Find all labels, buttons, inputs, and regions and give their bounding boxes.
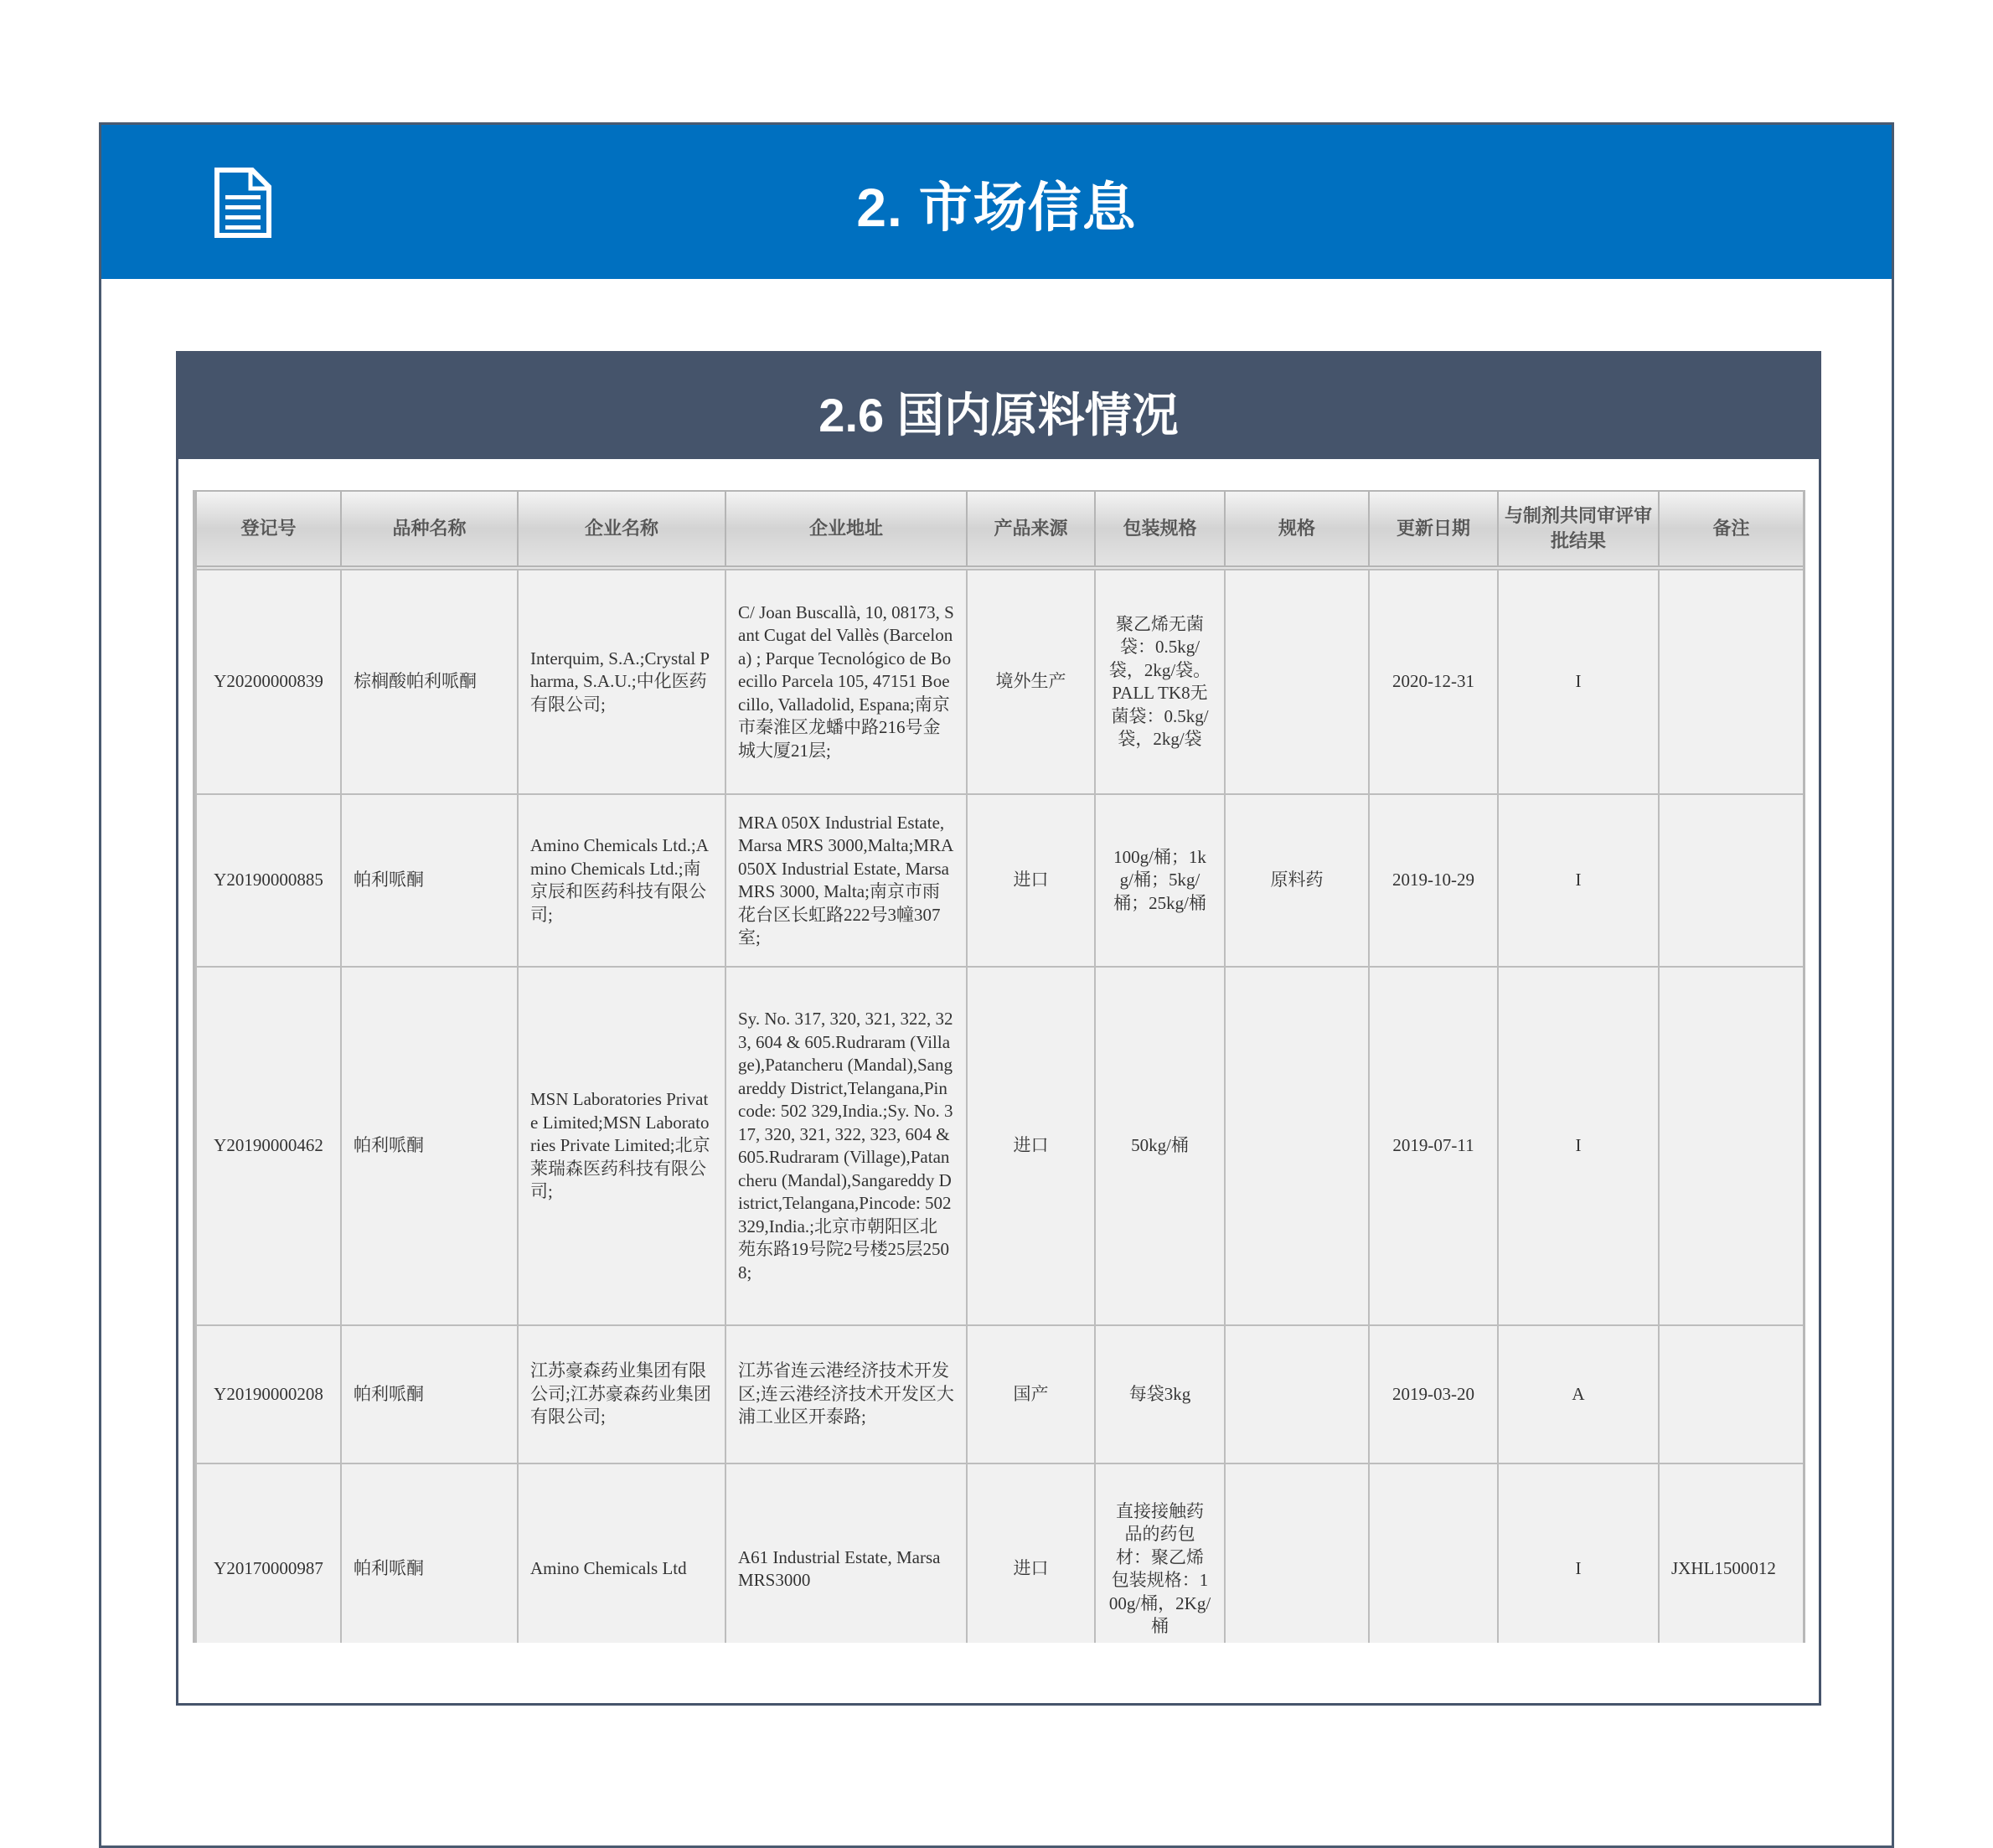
cell-spec xyxy=(1225,570,1369,794)
cell-spec xyxy=(1225,1325,1369,1463)
cell-variety: 棕榈酸帕利哌酮 xyxy=(341,570,518,794)
cell-packaging: 100g/桶；1kg/桶；5kg/桶；25kg/桶 xyxy=(1095,794,1225,967)
cell-reg-no: Y20190000885 xyxy=(196,794,341,967)
table-row xyxy=(196,794,1804,967)
header-date: 更新日期 xyxy=(1369,491,1498,566)
header-packaging: 包装规格 xyxy=(1095,491,1225,566)
cell-variety: 帕利哌酮 xyxy=(341,1325,518,1463)
cell-review-result: I xyxy=(1498,794,1659,967)
cell-variety: 帕利哌酮 xyxy=(341,967,518,1325)
header-spec: 规格 xyxy=(1225,491,1369,566)
cell-review-result: I xyxy=(1498,570,1659,794)
cell-address: 江苏省连云港经济技术开发区;连云港经济技术开发区大浦工业区开泰路; xyxy=(725,1325,967,1463)
cell-variety: 帕利哌酮 xyxy=(341,1463,518,1643)
cell-remark xyxy=(1659,967,1804,1325)
cell-review-result: I xyxy=(1498,1463,1659,1643)
cell-spec xyxy=(1225,1463,1369,1643)
cell-source: 国产 xyxy=(967,1325,1095,1463)
section-banner xyxy=(101,125,1892,279)
cell-reg-no: Y20190000208 xyxy=(196,1325,341,1463)
cell-date: 2019-03-20 xyxy=(1369,1325,1498,1463)
cell-spec: 原料药 xyxy=(1225,794,1369,967)
cell-address: A61 Industrial Estate, Marsa MRS3000 xyxy=(725,1463,967,1643)
section-header xyxy=(178,354,1819,459)
table-row xyxy=(196,570,1804,794)
cell-review-result: A xyxy=(1498,1325,1659,1463)
cell-date xyxy=(1369,1463,1498,1643)
cell-remark: JXHL1500012 xyxy=(1659,1463,1804,1643)
table-header-row xyxy=(196,491,1804,566)
header-review-result: 与制剂共同审评审批结果 xyxy=(1498,491,1659,566)
cell-date: 2020-12-31 xyxy=(1369,570,1498,794)
cell-packaging: 聚乙烯无菌袋：0.5kg/袋，2kg/袋。PALL TK8无菌袋：0.5kg/袋，2kg/袋 xyxy=(1095,570,1225,794)
domestic-raw-material-section xyxy=(176,351,1821,1706)
header-variety: 品种名称 xyxy=(341,491,518,566)
cell-reg-no: Y20190000462 xyxy=(196,967,341,1325)
cell-company: Amino Chemicals Ltd.;Amino Chemicals Ltd.;南京辰和医药科技有限公司; xyxy=(518,794,725,967)
raw-material-table-container[interactable] xyxy=(193,490,1805,1643)
cell-source: 境外生产 xyxy=(967,570,1095,794)
cell-company: Amino Chemicals Ltd xyxy=(518,1463,725,1643)
page-title: 2. 市场信息 xyxy=(856,178,1137,238)
cell-company: MSN Laboratories Private Limited;MSN Laboratories Private Limited;北京莱瑞森医药科技有限公司; xyxy=(518,967,725,1325)
header-source: 产品来源 xyxy=(967,491,1095,566)
cell-packaging: 每袋3kg xyxy=(1095,1325,1225,1463)
cell-date: 2019-07-11 xyxy=(1369,967,1498,1325)
cell-company: 江苏豪森药业集团有限公司;江苏豪森药业集团有限公司; xyxy=(518,1325,725,1463)
cell-source: 进口 xyxy=(967,967,1095,1325)
cell-source: 进口 xyxy=(967,794,1095,967)
market-info-panel xyxy=(99,122,1894,1848)
raw-material-table xyxy=(195,490,1805,1643)
cell-variety: 帕利哌酮 xyxy=(341,794,518,967)
section-title: 2.6 国内原料情况 xyxy=(818,389,1179,441)
header-company: 企业名称 xyxy=(518,491,725,566)
header-remark: 备注 xyxy=(1659,491,1804,566)
cell-packaging: 直接接触药品的药包材：聚乙烯包装规格：100g/桶，2Kg/桶 xyxy=(1095,1463,1225,1643)
cell-packaging: 50kg/桶 xyxy=(1095,967,1225,1325)
cell-address: MRA 050X Industrial Estate,Marsa MRS 3000,Malta;MRA 050X Industrial Estate, Marsa MRS 3000, Malta;南京市雨花台区长虹路222号3幢307室; xyxy=(725,794,967,967)
table-row xyxy=(196,1325,1804,1463)
cell-remark xyxy=(1659,570,1804,794)
cell-source: 进口 xyxy=(967,1463,1095,1643)
cell-address: C/ Joan Buscallà, 10, 08173, Sant Cugat del Vallès (Barcelona) ; Parque Tecnológico de Boecillo Parcela 105, 47151 Boecillo, Valladolid, Espana;南京市秦淮区龙蟠中路216号金城大厦21层; xyxy=(725,570,967,794)
cell-review-result: I xyxy=(1498,967,1659,1325)
cell-company: Interquim, S.A.;Crystal Pharma, S.A.U.;中化医药有限公司; xyxy=(518,570,725,794)
cell-reg-no: Y20170000987 xyxy=(196,1463,341,1643)
header-reg-no: 登记号 xyxy=(196,491,341,566)
cell-address: Sy. No. 317, 320, 321, 322, 323, 604 & 605.Rudraram (Village),Patancheru (Mandal),Sangareddy District,Telangana,Pincode: 502 329,India.;Sy. No. 317, 320, 321, 322, 323, 604 & 605.Rudraram (Village),Patancheru (Mandal),Sangareddy District,Telangana,Pincode: 502 329,India.;北京市朝阳区北苑东路19号院2号楼25层2508; xyxy=(725,967,967,1325)
cell-reg-no: Y20200000839 xyxy=(196,570,341,794)
cell-date: 2019-10-29 xyxy=(1369,794,1498,967)
table-row xyxy=(196,1463,1804,1643)
cell-remark xyxy=(1659,1325,1804,1463)
cell-spec xyxy=(1225,967,1369,1325)
table-row xyxy=(196,967,1804,1325)
cell-remark xyxy=(1659,794,1804,967)
header-address: 企业地址 xyxy=(725,491,967,566)
